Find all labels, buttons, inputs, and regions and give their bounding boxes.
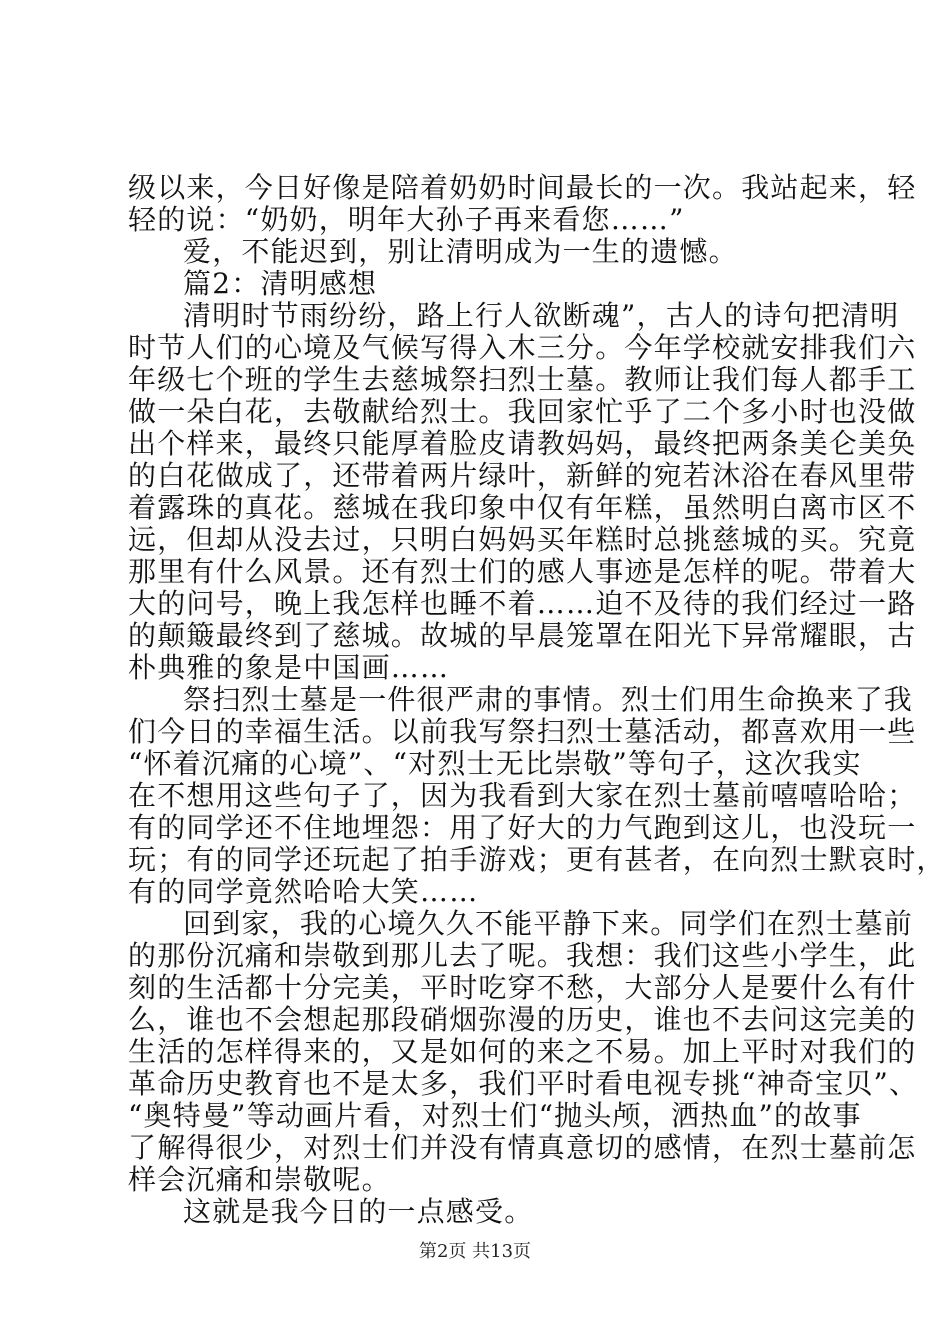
- text-line: 刻的生活都十分完美，平时吃穿不愁，大部分人是要什么有什: [128, 971, 917, 1004]
- text-line: 样会沉痛和崇敬呢。: [128, 1163, 391, 1196]
- text-line: 爱，不能迟到，别让清明成为一生的遗憾。: [183, 235, 738, 268]
- text-line: 年级七个班的学生去慈城祭扫烈士墓。教师让我们每人都手工: [128, 363, 917, 396]
- text-line: 大的问号，晚上我怎样也睡不着……迫不及待的我们经过一路: [128, 587, 917, 620]
- section-heading: 篇2：清明感想: [183, 267, 378, 300]
- text-line: 的那份沉痛和崇敬到那儿去了呢。我想：我们这些小学生，此: [128, 939, 917, 972]
- text-line: 着露珠的真花。慈城在我印象中仅有年糕，虽然明白离市区不: [128, 491, 917, 524]
- document-body: [128, 171, 946, 1228]
- text-line: 革命历史教育也不是太多，我们平时看电视专挑“神奇宝贝”、: [128, 1067, 919, 1100]
- text-line: 做一朵白花，去敬献给烈士。我回家忙乎了二个多小时也没做: [128, 395, 917, 428]
- text-line: 出个样来，最终只能厚着脸皮请教妈妈，最终把两条美仑美奂: [128, 427, 917, 460]
- text-line: 这就是我今日的一点感受。: [183, 1195, 534, 1228]
- text-line: “奥特曼”等动画片看，对烈士们“抛头颅，洒热血”的故事: [128, 1099, 862, 1132]
- text-line: 么，谁也不会想起那段硝烟弥漫的历史，谁也不去问这完美的: [128, 1003, 917, 1036]
- text-line: 时节人们的心境及气候写得入木三分。今年学校就安排我们六: [128, 331, 917, 364]
- text-line: 回到家，我的心境久久不能平静下来。同学们在烈士墓前: [183, 907, 914, 940]
- text-line: 那里有什么风景。还有烈士们的感人事迹是怎样的呢。带着大: [128, 555, 917, 588]
- text-line: 轻的说：“奶奶，明年大孙子再来看您……”: [128, 203, 685, 236]
- text-line: 远，但却从没去过，只明白妈妈买年糕时总挑慈城的买。究竟: [128, 523, 917, 556]
- text-line: 清明时节雨纷纷，路上行人欲断魂”，古人的诗句把清明: [183, 299, 900, 332]
- text-line: 有的同学竟然哈哈大笑……: [128, 875, 479, 908]
- text-line: 了解得很少，对烈士们并没有情真意切的感情，在烈士墓前怎: [128, 1131, 917, 1164]
- text-line: 玩；有的同学还玩起了拍手游戏；更有甚者，在向烈士默哀时，: [128, 843, 946, 876]
- text-line: 朴典雅的象是中国画……: [128, 651, 450, 684]
- text-line: 祭扫烈士墓是一件很严肃的事情。烈士们用生命换来了我: [183, 683, 914, 716]
- text-line: 的颠簸最终到了慈城。故城的早晨笼罩在阳光下异常耀眼，古: [128, 619, 917, 652]
- page-number-footer: 第2页 共13页: [418, 1241, 532, 1262]
- text-line: 们今日的幸福生活。以前我写祭扫烈士墓活动，都喜欢用一些: [128, 715, 917, 748]
- text-line: 在不想用这些句子了，因为我看到大家在烈士墓前嘻嘻哈哈；: [128, 779, 917, 812]
- text-line: “怀着沉痛的心境”、“对烈士无比崇敬”等句子，这次我实: [128, 747, 862, 780]
- text-line: 生活的怎样得来的，又是如何的来之不易。加上平时对我们的: [128, 1035, 917, 1068]
- text-line: 的白花做成了，还带着两片绿叶，新鲜的宛若沐浴在春风里带: [128, 459, 917, 492]
- text-line: 有的同学还不住地埋怨：用了好大的力气跑到这儿，也没玩一: [128, 811, 917, 844]
- text-line: 级以来，今日好像是陪着奶奶时间最长的一次。我站起来，轻: [128, 171, 917, 204]
